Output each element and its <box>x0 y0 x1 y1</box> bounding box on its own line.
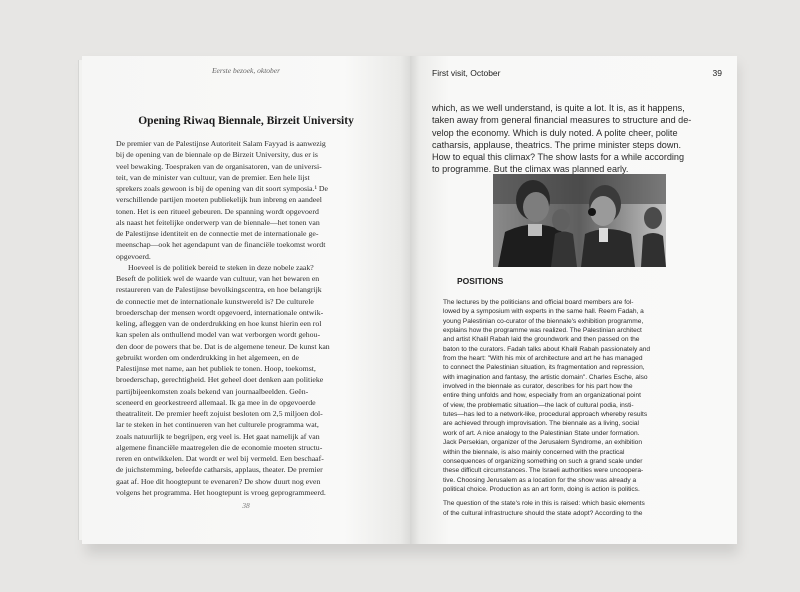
text-line: and artist Khalil Rabah laid the groundwork and then passed on the <box>443 336 640 344</box>
text-line: bij de opening van de biennale op de Birzeit University, dus er is <box>116 150 318 160</box>
text-line: restaureren van de Palestijnse bevolkingscentra, en hoe belangrijk <box>116 285 322 295</box>
lead-paragraph <box>432 102 727 176</box>
text-line: of the cultural infrastructure should the state adopt? According to the <box>443 509 643 517</box>
text-line: verschillende partijen moeten publiekelijk hun inbreng en aandeel <box>116 195 322 205</box>
text-line: de connectie met de internationale kunstwereld is? De culturele <box>116 296 314 306</box>
text-line: meenschap—ook het agendapunt van de financiële toekomst wordt <box>116 240 326 250</box>
text-line: theatraliteit. De premier heeft zojuist besloten om 2,5 miljoen dol- <box>116 409 323 418</box>
text-line: consequences of organizing something on such a grand scale under <box>443 457 643 465</box>
text-line: which, as we well understand, is quite a lot. It is, as it happens, <box>432 103 685 113</box>
text-line: als naast het feitelijke onderwerp van de biennale—het tonen van <box>116 217 320 227</box>
text-line: tutes—has led to a network-like, procedural approach whereby results <box>443 411 648 419</box>
text-line: involved in the biennale as curator, describes for his part how the <box>443 383 633 391</box>
text-line: How to equal this climax? The show lasts for a while according <box>432 152 685 163</box>
text-line: to programme. But the climax was planned early. <box>432 164 629 175</box>
open-book <box>82 56 737 544</box>
text-line: opgevoerd. <box>116 251 151 261</box>
text-line: Jack Persekian, organizer of the Jerusalem Syndrome, an exhibition <box>443 439 643 447</box>
text-line: broederschap, gerechtigheid. Het geheel doet denken aan politieke <box>116 375 324 385</box>
text-line: volgens het programma. Het hoogtepunt is vroeg geprogrammeerd. <box>116 487 326 497</box>
right-running-head: First visit, October <box>432 68 501 78</box>
text-line: from the heart: "With his mix of architecture and art he has managed <box>443 355 643 363</box>
left-page <box>82 56 410 544</box>
right-page <box>410 56 737 544</box>
text-line: taken away from general financial measures to structure and de- <box>432 115 692 126</box>
text-line: broederschap der mensen wordt opgevoerd, internationale ontwik- <box>116 307 324 317</box>
text-line: kan spelen als onthullend model van wat verborgen wordt gehou- <box>116 330 321 340</box>
positions-body-text <box>443 298 721 518</box>
text-line: within the biennale, is also mainly concerned with the practical <box>443 448 625 456</box>
text-line: tive. Choosing Jerusalem as a location for the show was already a <box>443 476 637 484</box>
text-line: keling, afleggen van de onderdrukking en hoe kunst hierin een rol <box>116 319 322 328</box>
text-line: partijbijeenkomsten zoals bekend van journaalbeelden. Geën- <box>116 386 309 396</box>
right-page-number: 39 <box>712 68 722 78</box>
text-line: The lectures by the politicians and official board members are fol- <box>443 299 634 306</box>
text-line: algemene financiële maatregelen die de economie moeten structu- <box>116 442 323 452</box>
text-line: veel bewaking. Toespraken van de organisatoren, van de universi- <box>116 161 322 171</box>
text-line: de juichstemming, beleefde catharsis, applaus, theater. De premier <box>116 465 323 475</box>
text-line: velop the economy. Which is duly noted. A polite cheer, polite <box>432 127 678 138</box>
text-line: young Palestinian co-curator of the biennale's exhibition programme, <box>443 317 644 325</box>
text-line: den door de powers that be. Dat is de algemene teneur. De kunst kan <box>116 341 330 351</box>
text-line: work of art. A nice analogy to the Palestinian State under formation. <box>443 429 640 437</box>
text-line: zoals natuurlijk te begrijpen, erg veel is. Het gaat namelijk af van <box>116 431 320 441</box>
text-line: catharsis, applause, theatrics. The prime minister steps down. <box>432 139 682 150</box>
text-line: to connect the Palestinian situation, its fragmentation and repression, <box>443 364 645 372</box>
text-line: of view, the problematic situation—the lack of cultural podia, insti- <box>443 401 634 409</box>
text-line: are achieved through improvisation. The biennale as a living, social <box>443 420 639 428</box>
text-line: reren en ontwikkelen. Dat wordt er wel bij vermeld. Een beschaaf- <box>116 454 324 463</box>
text-line: with imagination and fantasy, the artistic domain". Charles Esche, also <box>443 373 648 381</box>
text-line: lowed by a symposium with experts in the same hall. Reem Fadah, a <box>443 308 644 316</box>
left-page-number: 38 <box>242 501 250 510</box>
left-running-head: Eerste bezoek, oktober <box>211 66 281 75</box>
text-line: sprekers zoals gewoon is bij de opening van dit soort symposia.¹ De <box>116 184 328 193</box>
section-heading-positions: POSITIONS <box>457 276 504 286</box>
text-line: political choice. Production as an art form, doing is action is politics. <box>443 485 640 493</box>
text-line: Beseft de politiek wel de waarde van cultuur, van het bewaren en <box>116 274 320 283</box>
text-line: gebruikt worden om onderdrukking in het algemeen, en de <box>116 352 299 362</box>
text-line: baton to the curators. Fadah talks about Khalil Rabah passionately and <box>443 345 651 353</box>
text-line: Hoeveel is de politiek bereid te steken in deze nobele zaak? <box>128 262 314 272</box>
text-line: these difficult circumstances. The Israeli authorities were uncoopera- <box>443 467 644 475</box>
text-line: Palestijnse met name, aan het publiek te tonen. Hoop, toekomst, <box>116 364 316 373</box>
text-line: The question of the state's role in this is raised: which basic elements <box>443 500 645 508</box>
text-line: entire thing unfolds and how, especially from an organizational point <box>443 392 641 400</box>
text-line: de Palestijnse identiteit en de connectie met de internationale ge- <box>116 229 319 238</box>
text-line: teit, van de minister van cultuur, van de premier. Een hele lijst <box>116 172 310 182</box>
text-line: sceneerd en georkestreerd allemaal. Ik ga mee in de opgevoerde <box>116 397 316 407</box>
text-line: lar te steken in het continueren van het culturele programma wat, <box>116 420 319 430</box>
text-line: tonen. Het is een ritueel gebeuren. De spanning wordt opgevoerd <box>116 206 319 216</box>
chapter-title: Opening Riwaq Biennale, Birzeit University <box>138 115 354 127</box>
text-line: explains how the programme was realized. The Palestinian architect <box>443 327 642 335</box>
left-body-text <box>116 138 370 498</box>
text-line: De premier van de Palestijnse Autoriteit Salam Fayyad is aanwezig <box>116 139 326 148</box>
text-line: gaat af. Hoe dit hoogtepunt te evenaren? De show duurt nog even <box>116 476 321 486</box>
photo-prime-minister-with-security <box>493 174 666 267</box>
